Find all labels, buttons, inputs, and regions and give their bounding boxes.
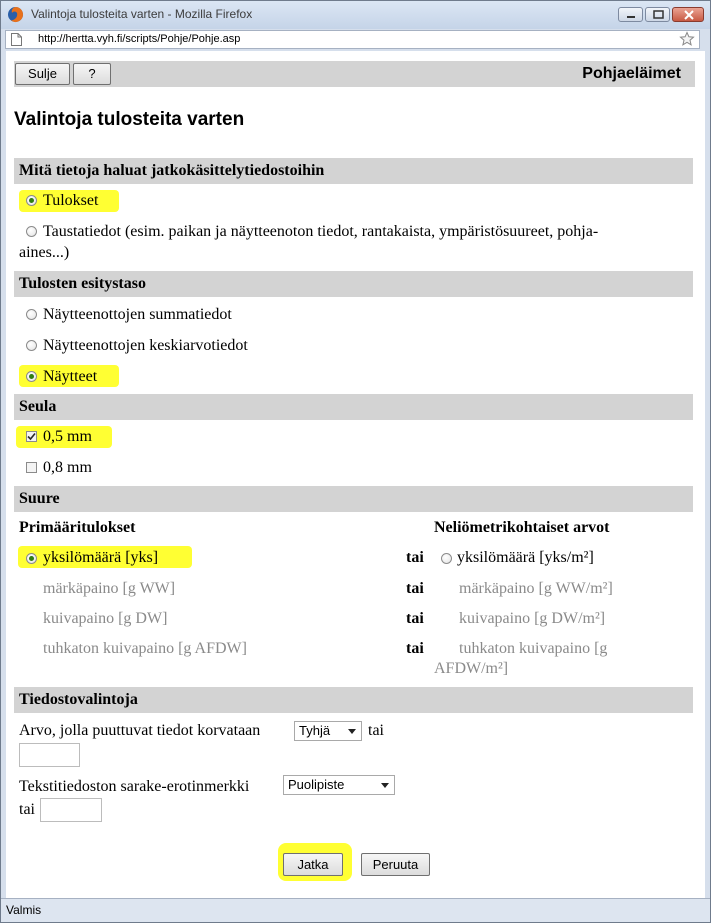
separator-select[interactable] <box>283 775 395 795</box>
option-label-taustatiedot: Taustatiedot (esim. paikan ja näytteenoton tiedot, rantakaista, ympäristösuureet, pohja- <box>43 223 599 240</box>
help-button[interactable]: ? <box>73 63 111 85</box>
separator-selected: Puolipiste <box>288 777 345 792</box>
radio-tulokset[interactable] <box>26 195 37 206</box>
radio-yksilomaara-m2[interactable] <box>441 553 452 564</box>
option-label-markapaino-m2: märkäpaino [g WW/m²] <box>459 580 613 597</box>
section-heading-quantity: Suure <box>14 486 693 512</box>
option-label-08mm: 0,8 mm <box>43 459 92 476</box>
option-label-yksilomaara: yksilömäärä [yks] <box>43 549 159 566</box>
or-label: tai <box>406 610 424 627</box>
or-label: tai <box>19 801 35 818</box>
cancel-button[interactable]: Peruuta <box>361 853 430 876</box>
title-bar <box>1 1 710 29</box>
option-label-markapaino: märkäpaino [g WW] <box>43 580 176 597</box>
section-heading-sieve: Seula <box>14 394 693 420</box>
option-label-05mm: 0,5 mm <box>43 428 92 445</box>
continue-button[interactable]: Jatka <box>283 853 343 876</box>
missing-value-selected: Tyhjä <box>299 723 331 738</box>
close-page-button[interactable]: Sulje <box>15 63 70 85</box>
separator-label: Tekstitiedoston sarake-erotinmerkki <box>19 778 250 795</box>
url-text: http://hertta.vyh.fi/scripts/Pohje/Pohje.asp <box>38 33 241 45</box>
page-content <box>6 51 705 898</box>
or-label: tai <box>368 722 384 739</box>
checkmark-icon <box>26 431 37 442</box>
toolbar-title: Pohjaeläimet <box>582 65 681 82</box>
page-icon <box>11 33 22 46</box>
option-label-yksilomaara-m2: yksilömäärä [yks/m²] <box>457 549 594 566</box>
column-header-area: Neliömetrikohtaiset arvot <box>434 519 610 536</box>
section-heading-file: Tiedostovalintoja <box>14 687 693 713</box>
missing-value-input[interactable] <box>19 743 80 767</box>
option-label-kuivapaino: kuivapaino [g DW] <box>43 610 168 627</box>
option-label-tuhkaton-m2-cont: AFDW/m²] <box>434 660 509 677</box>
firefox-icon <box>7 6 24 23</box>
missing-value-label: Arvo, jolla puuttuvat tiedot korvataan <box>19 722 261 739</box>
minimize-icon <box>619 8 644 23</box>
option-label-naytteet: Näytteet <box>43 368 98 385</box>
option-label-tuhkaton: tuhkaton kuivapaino [g AFDW] <box>43 640 247 657</box>
navigation-bar <box>1 29 710 51</box>
option-label-tuhkaton-m2: tuhkaton kuivapaino [g <box>459 640 608 657</box>
radio-keskiarvotiedot[interactable] <box>26 340 37 351</box>
option-label-kuivapaino-m2: kuivapaino [g DW/m²] <box>459 610 606 627</box>
status-text: Valmis <box>6 903 42 917</box>
radio-yksilomaara[interactable] <box>26 553 37 564</box>
radio-naytteet[interactable] <box>26 371 37 382</box>
close-icon <box>673 8 705 23</box>
or-label: tai <box>406 640 424 657</box>
address-bar[interactable] <box>5 30 700 49</box>
separator-input[interactable] <box>40 798 102 822</box>
checkbox-08mm[interactable] <box>26 462 37 473</box>
or-label: tai <box>406 580 424 597</box>
option-label-tulokset: Tulokset <box>43 192 99 209</box>
checkbox-05mm[interactable] <box>26 431 37 442</box>
dropdown-arrow-icon <box>348 729 356 734</box>
option-label-keskiarvotiedot: Näytteenottojen keskiarvotiedot <box>43 337 248 354</box>
bookmark-star-icon[interactable] <box>679 31 695 47</box>
or-label: tai <box>406 549 424 566</box>
status-bar <box>1 898 710 922</box>
option-label-taustatiedot-cont: aines...) <box>19 244 70 261</box>
radio-taustatiedot[interactable] <box>26 226 37 237</box>
column-header-primary: Primääritulokset <box>19 519 136 536</box>
dropdown-arrow-icon <box>381 783 389 788</box>
close-window-button[interactable] <box>672 7 704 22</box>
maximize-icon <box>646 8 671 23</box>
maximize-button[interactable] <box>645 7 670 22</box>
section-heading-data: Mitä tietoja haluat jatkokäsittelytiedostoihin <box>14 158 693 184</box>
window-title: Valintoja tulosteita varten - Mozilla Firefox <box>31 7 253 21</box>
missing-value-select[interactable] <box>294 721 362 741</box>
option-label-summatiedot: Näytteenottojen summatiedot <box>43 306 232 323</box>
radio-summatiedot[interactable] <box>26 309 37 320</box>
minimize-button[interactable] <box>618 7 643 22</box>
section-heading-level: Tulosten esitystaso <box>14 271 693 297</box>
page-toolbar <box>14 61 695 87</box>
page-title: Valintoja tulosteita varten <box>14 109 245 130</box>
